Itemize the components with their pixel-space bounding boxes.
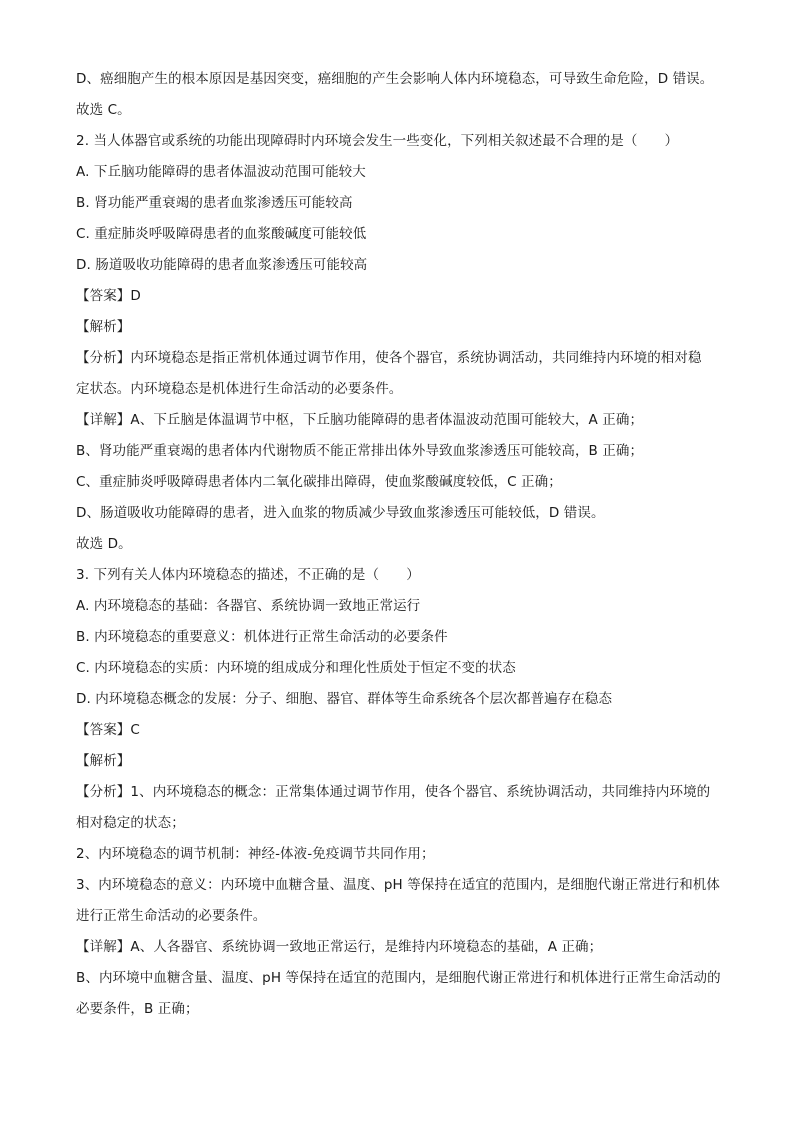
question-2-option-d: D. 肠道吸收功能障碍的患者血浆渗透压可能较高 xyxy=(76,257,368,273)
question-3-detail-a: 【详解】A、人各器官、系统协调一致地正常运行，是维持内环境稳态的基础，A 正确； xyxy=(76,939,603,955)
question-3-option-d: D. 内环境稳态概念的发展：分子、细胞、器官、群体等生命系统各个层次都普遍存在稳态 xyxy=(76,691,613,707)
question-2-stem: 2. 当人体器官或系统的功能出现障碍时内环境会发生一些变化，下列相关叙述最不合理的是（ ） xyxy=(76,133,679,149)
question-3-option-b: B. 内环境稳态的重要意义：机体进行正常生命活动的必要条件 xyxy=(76,629,448,645)
question-3-option-c: C. 内环境稳态的实质：内环境的组成成分和理化性质处于恒定不变的状态 xyxy=(76,660,516,676)
question-2-detail-d: D、肠道吸收功能障碍的患者，进入血浆的物质减少导致血浆渗透压可能较低，D 错误。 xyxy=(76,505,605,521)
question-2-analysis-heading: 【解析】 xyxy=(76,319,131,335)
question-3-analysis-line-1: 【分析】1、内环境稳态的概念：正常集体通过调节作用，使各个器官、系统协调活动，共同维持内环境的 xyxy=(76,784,711,800)
question-2-option-c: C. 重症肺炎呼吸障碍患者的血浆酸碱度可能较低 xyxy=(76,226,367,242)
question-2-conclusion: 故选 D。 xyxy=(76,536,132,552)
answer-d-explanation-q1: D、癌细胞产生的根本原因是基因突变，癌细胞的产生会影响人体内环境稳态，可导致生命危险，D 错误。 xyxy=(76,71,714,87)
question-3-detail-b-cont: 必要条件，B 正确； xyxy=(76,1001,199,1017)
question-2-analysis-line-2: 定状态。内环境稳态是机体进行生命活动的必要条件。 xyxy=(76,381,403,397)
question-3-analysis-point-3-cont: 进行正常生命活动的必要条件。 xyxy=(76,908,267,924)
question-2-detail-b: B、肾功能严重衰竭的患者体内代谢物质不能正常排出体外导致血浆渗透压可能较高，B 正确； xyxy=(76,443,644,459)
question-2-detail-c: C、重症肺炎呼吸障碍患者体内二氧化碳排出障碍，使血浆酸碱度较低，C 正确； xyxy=(76,474,562,490)
question-3-analysis-point-3: 3、内环境稳态的意义：内环境中血糖含量、温度、pH 等保持在适宜的范围内，是细胞代谢正常进行和机体 xyxy=(76,877,720,893)
conclusion-q1: 故选 C。 xyxy=(76,102,131,118)
question-3-option-a: A. 内环境稳态的基础：各器官、系统协调一致地正常运行 xyxy=(76,598,421,614)
question-2-detail-a: 【详解】A、下丘脑是体温调节中枢，下丘脑功能障碍的患者体温波动范围可能较大，A 正确； xyxy=(76,412,644,428)
question-2-analysis-line-1: 【分析】内环境稳态是指正常机体通过调节作用，使各个器官，系统协调活动，共同维持内环境的相对稳 xyxy=(76,350,702,366)
question-3-answer: 【答案】C xyxy=(76,722,140,738)
question-3-analysis-line-2: 相对稳定的状态； xyxy=(76,815,185,831)
question-3-analysis-point-2: 2、内环境稳态的调节机制：神经-体液-免疫调节共同作用； xyxy=(76,846,435,862)
question-2-option-b: B. 肾功能严重衰竭的患者血浆渗透压可能较高 xyxy=(76,195,353,211)
question-2-answer: 【答案】D xyxy=(76,288,141,304)
question-3-detail-b: B、内环境中血糖含量、温度、pH 等保持在适宜的范围内，是细胞代谢正常进行和机体进行正常生命活动的 xyxy=(76,970,721,986)
question-3-stem: 3. 下列有关人体内环境稳态的描述，不正确的是（ ） xyxy=(76,567,420,583)
question-3-analysis-heading: 【解析】 xyxy=(76,753,131,769)
question-2-option-a: A. 下丘脑功能障碍的患者体温波动范围可能较大 xyxy=(76,164,366,180)
